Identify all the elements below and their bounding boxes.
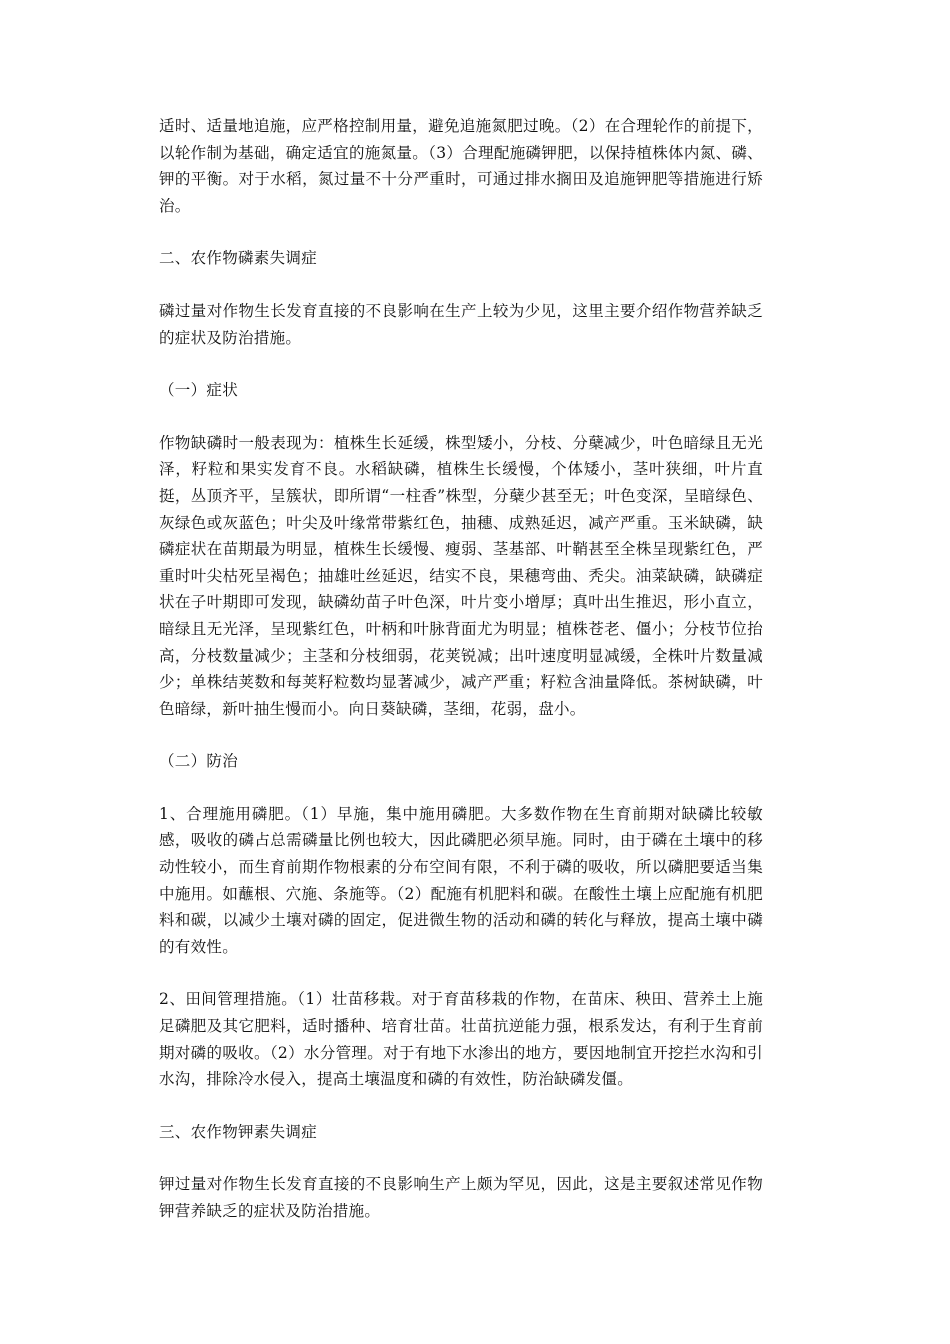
paragraph-phosphorus-symptoms: 作物缺磷时一般表现为：植株生长延缓，株型矮小，分枝、分蘖减少，叶色暗绿且无光泽，籽粒和果实发育不良。水稻缺磷，植株生长缓慢，个体矮小，茎叶狭细，叶片直挺，丛顶齐平，呈簇状，即所谓“一柱香”株型，分蘖少甚至无；叶色变深，呈暗绿色、灰绿色或灰蓝色；叶尖及叶缘常带紫红色，抽穗、成熟延迟，减产严重。玉米缺磷，缺磷症状在苗期最为明显，植株生长缓慢、瘦弱、茎基部、叶鞘甚至全株呈现紫红色，严重时叶尖枯死呈褐色；抽雄吐丝延迟，结实不良，果穗弯曲、秃尖。油菜缺磷，缺磷症状在子叶期即可发现，缺磷幼苗子叶色深，叶片变小增厚；真叶出生推迟，形小直立，暗绿且无光泽，呈现紫红色，叶柄和叶脉背面尤为明显；植株苍老、僵小；分枝节位抬高，分枝数量减少；主茎和分枝细弱，花荚锐减；出叶速度明显减缓，全株叶片数量减少；单株结荚数和每荚籽粒数均显著减少，减产严重；籽粒含油量降低。茶树缺磷，叶色暗绿，新叶抽生慢而小。向日葵缺磷，茎细，花弱，盘小。: [159, 433, 763, 718]
paragraph-nitrogen-remedy: 适时、适量地追施，应严格控制用量，避免追施氮肥过晚。（2）在合理轮作的前提下，以轮作制为基础，确定适宜的施氮量。（3）合理配施磷钾肥，以保持植株体内氮、磷、钾的平衡。对于水稻，氮过量不十分严重时，可通过排水搁田及追施钾肥等措施进行矫治。: [159, 117, 763, 215]
section-heading-potassium: 三、农作物钾素失调症: [159, 1122, 318, 1141]
paragraph-gap: [159, 1093, 763, 1119]
subheading-symptoms: （一）症状: [159, 381, 239, 400]
paragraph-potassium-intro: 钾过量对作物生长发育直接的不良影响生产上颇为罕见，因此，这是主要叙述常见作物钾营养缺乏的症状及防治措施。: [159, 1175, 763, 1220]
paragraph-gap: [159, 722, 763, 748]
paragraph-gap: [159, 960, 763, 986]
paragraph-gap: [159, 1145, 763, 1171]
paragraph-field-management: 2、田间管理措施。（1）壮苗移栽。对于育苗移栽的作物，在苗床、秧田、营养土上施足磷肥及其它肥料，适时播种、培育壮苗。壮苗抗逆能力强，根系发达，有利于生育前期对磷的吸收。（2）水分管理。对于有地下水渗出的地方，要因地制宜开挖拦水沟和引水沟，排除冷水侵入，提高土壤温度和磷的有效性，防治缺磷发僵。: [159, 990, 763, 1089]
paragraph-phosphorus-intro: 磷过量对作物生长发育直接的不良影响在生产上较为少见，这里主要介绍作物营养缺乏的症状及防治措施。: [159, 301, 763, 347]
document-page: [159, 113, 763, 1225]
paragraph-gap: [159, 351, 763, 377]
paragraph-fertilizer-use: 1、合理施用磷肥。（1）早施，集中施用磷肥。大多数作物在生育前期对缺磷比较敏感，吸收的磷占总需磷量比例也较大，因此磷肥必须早施。同时，由于磷在土壤中的移动性较小，而生育前期作物根素的分布空间有限，不利于磷的吸收，所以磷肥要适当集中施用。如蘸根、穴施、条施等。（2）配施有机肥料和碳。在酸性土壤上应配施有机肥料和碳，以减少土壤对磷的固定，促进微生物的活动和磷的转化与释放，提高土壤中磷的有效性。: [159, 804, 763, 956]
paragraph-gap: [159, 404, 763, 430]
paragraph-gap: [159, 272, 763, 298]
paragraph-gap: [159, 219, 763, 245]
section-heading-phosphorus: 二、农作物磷素失调症: [159, 249, 318, 268]
paragraph-gap: [159, 775, 763, 801]
subheading-prevention: （二）防治: [159, 752, 239, 771]
